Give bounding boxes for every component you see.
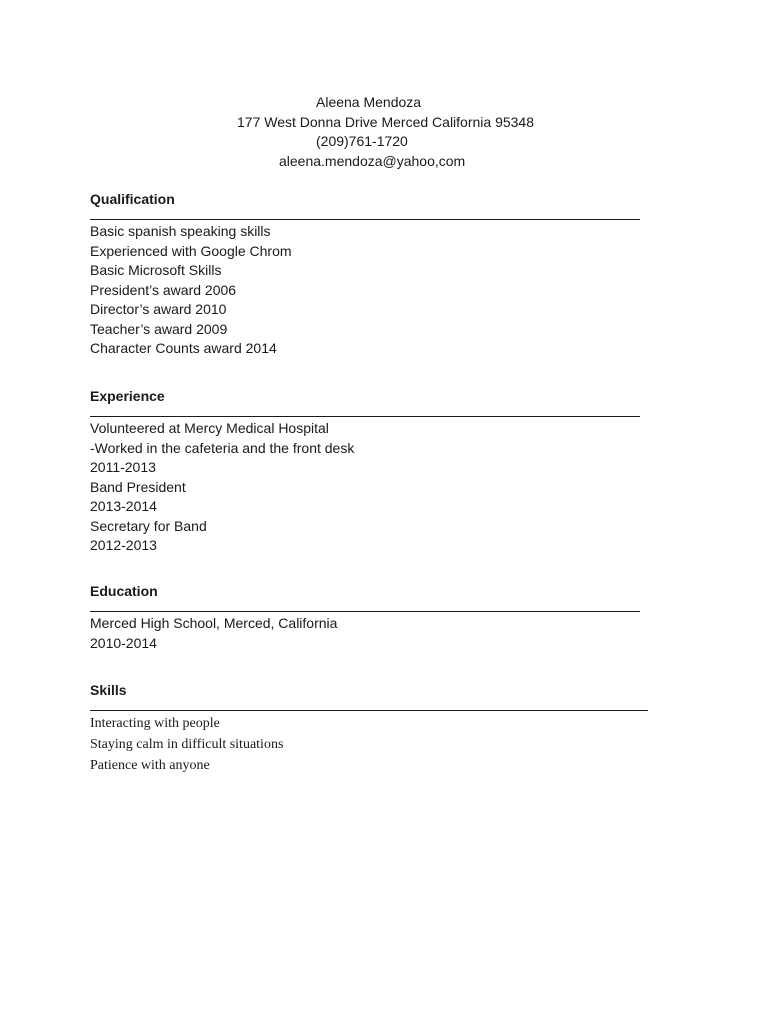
experience-list xyxy=(90,419,650,556)
list-item: 2012-2013 xyxy=(90,537,157,553)
list-item: Director’s award 2010 xyxy=(90,301,227,317)
list-item: Band President xyxy=(90,478,186,495)
skills-section xyxy=(90,680,650,776)
section-title: Experience xyxy=(90,388,165,404)
list-item: Secretary for Band xyxy=(90,517,207,534)
list-item: Patience with anyone xyxy=(90,758,210,773)
applicant-email: aleena.mendoza@yahoo,com xyxy=(279,152,466,169)
applicant-address: 177 West Donna Drive Merced California 95348 xyxy=(237,113,535,130)
list-item: Interacting with people xyxy=(90,716,220,731)
list-item: Character Counts award 2014 xyxy=(90,340,277,356)
section-divider xyxy=(90,416,640,417)
list-item: Basic spanish speaking skills xyxy=(90,223,271,239)
section-divider xyxy=(90,710,648,711)
education-list xyxy=(90,614,650,653)
section-title: Education xyxy=(90,583,158,599)
applicant-phone: (209)761-1720 xyxy=(316,133,408,149)
applicant-name: Aleena Mendoza xyxy=(316,94,422,110)
qualification-section xyxy=(90,189,650,359)
list-item: Basic Microsoft Skills xyxy=(90,262,222,278)
list-item: 2011-2013 xyxy=(90,459,156,475)
list-item: Volunteered at Mercy Medical Hospital xyxy=(90,420,329,436)
list-item: -Worked in the cafeteria and the front desk xyxy=(90,439,355,456)
skills-list xyxy=(90,713,650,776)
list-item: Staying calm in difficult situations xyxy=(90,737,284,752)
section-divider xyxy=(90,611,640,612)
list-item: Teacher’s award 2009 xyxy=(90,320,228,337)
contact-header xyxy=(0,93,768,171)
list-item: 2010-2014 xyxy=(90,634,157,651)
list-item: Experienced with Google Chrom xyxy=(90,242,292,259)
section-title: Skills xyxy=(90,682,127,698)
section-title: Qualification xyxy=(90,191,175,207)
education-section xyxy=(90,581,650,653)
qualification-list xyxy=(90,222,650,359)
list-item: 2013-2014 xyxy=(90,498,157,514)
list-item: President’s award 2006 xyxy=(90,281,237,298)
section-divider xyxy=(90,219,640,220)
experience-section xyxy=(90,386,650,556)
list-item: Merced High School, Merced, California xyxy=(90,615,338,631)
